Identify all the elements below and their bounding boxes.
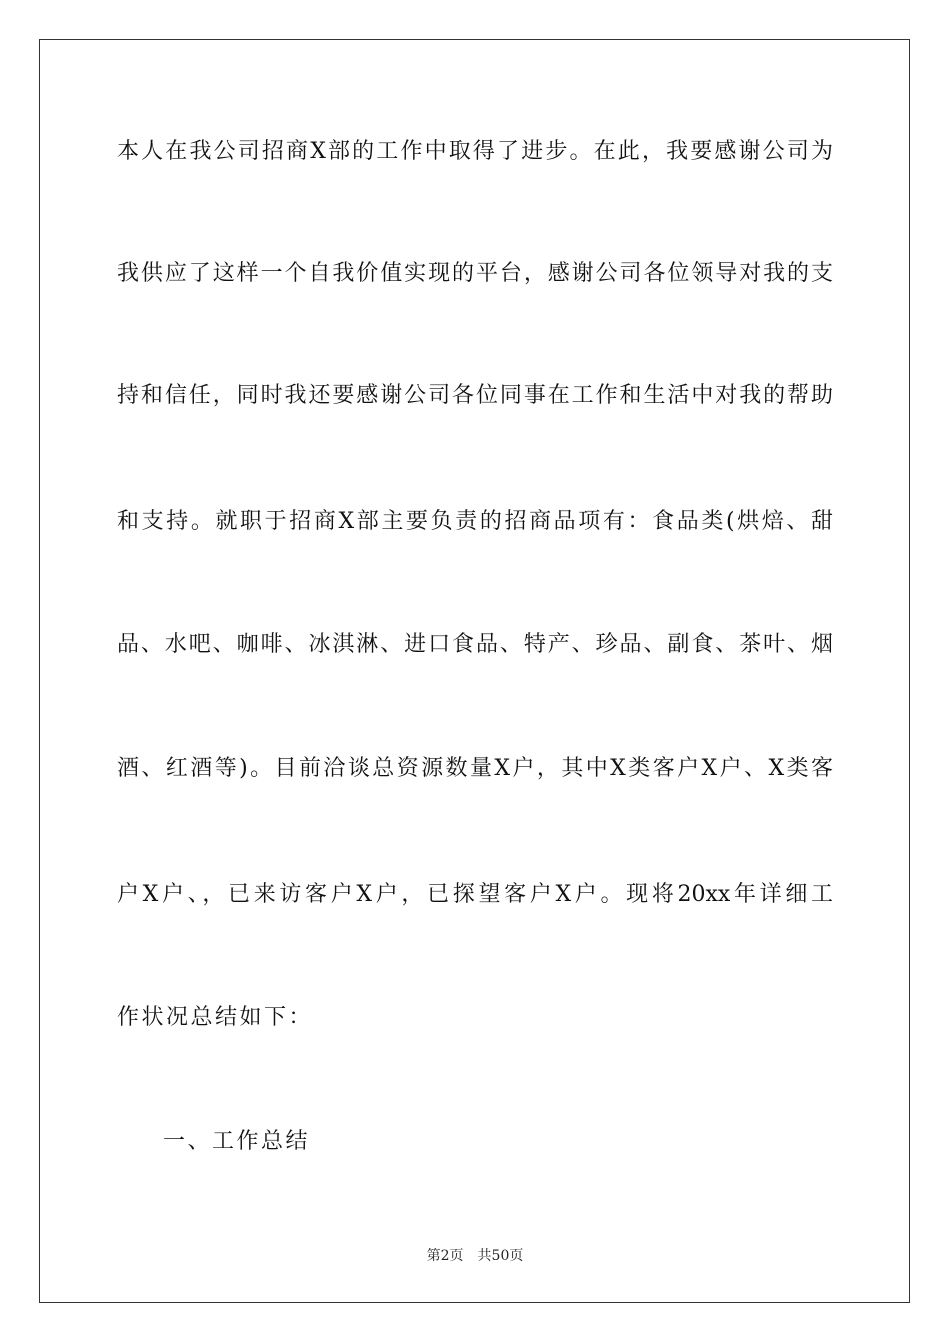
paragraph-line: 品、水吧、咖啡、冰淇淋、进口食品、特产、珍品、副食、茶叶、烟 xyxy=(117,632,833,657)
paragraph-line: 持和信任，同时我还要感谢公司各位同事在工作和生活中对我的帮助 xyxy=(117,383,833,408)
paragraph-line: 本人在我公司招商X部的工作中取得了进步。在此，我要感谢公司为 xyxy=(117,139,833,164)
paragraph-line: 作状况总结如下： xyxy=(117,1005,314,1030)
page-frame xyxy=(39,39,910,1303)
paragraph-line: 户X户、，已来访客户X户，已探望客户X户。现将20xx年详细工 xyxy=(117,882,833,907)
paragraph-line: 酒、红酒等)。目前洽谈总资源数量X户，其中X类客户X户、X类客 xyxy=(117,756,833,781)
page-footer xyxy=(0,1246,950,1266)
paragraph-line: 和支持。就职于招商X部主要负责的招商品项有：食品类(烘焙、甜 xyxy=(117,509,833,534)
page-number-current: 第2页 xyxy=(426,1248,464,1264)
paragraph-line: 我供应了这样一个自我价值实现的平台，感谢公司各位领导对我的支 xyxy=(117,261,833,286)
section-heading: 一、工作总结 xyxy=(163,1129,311,1154)
page-number-total: 共50页 xyxy=(477,1248,524,1264)
